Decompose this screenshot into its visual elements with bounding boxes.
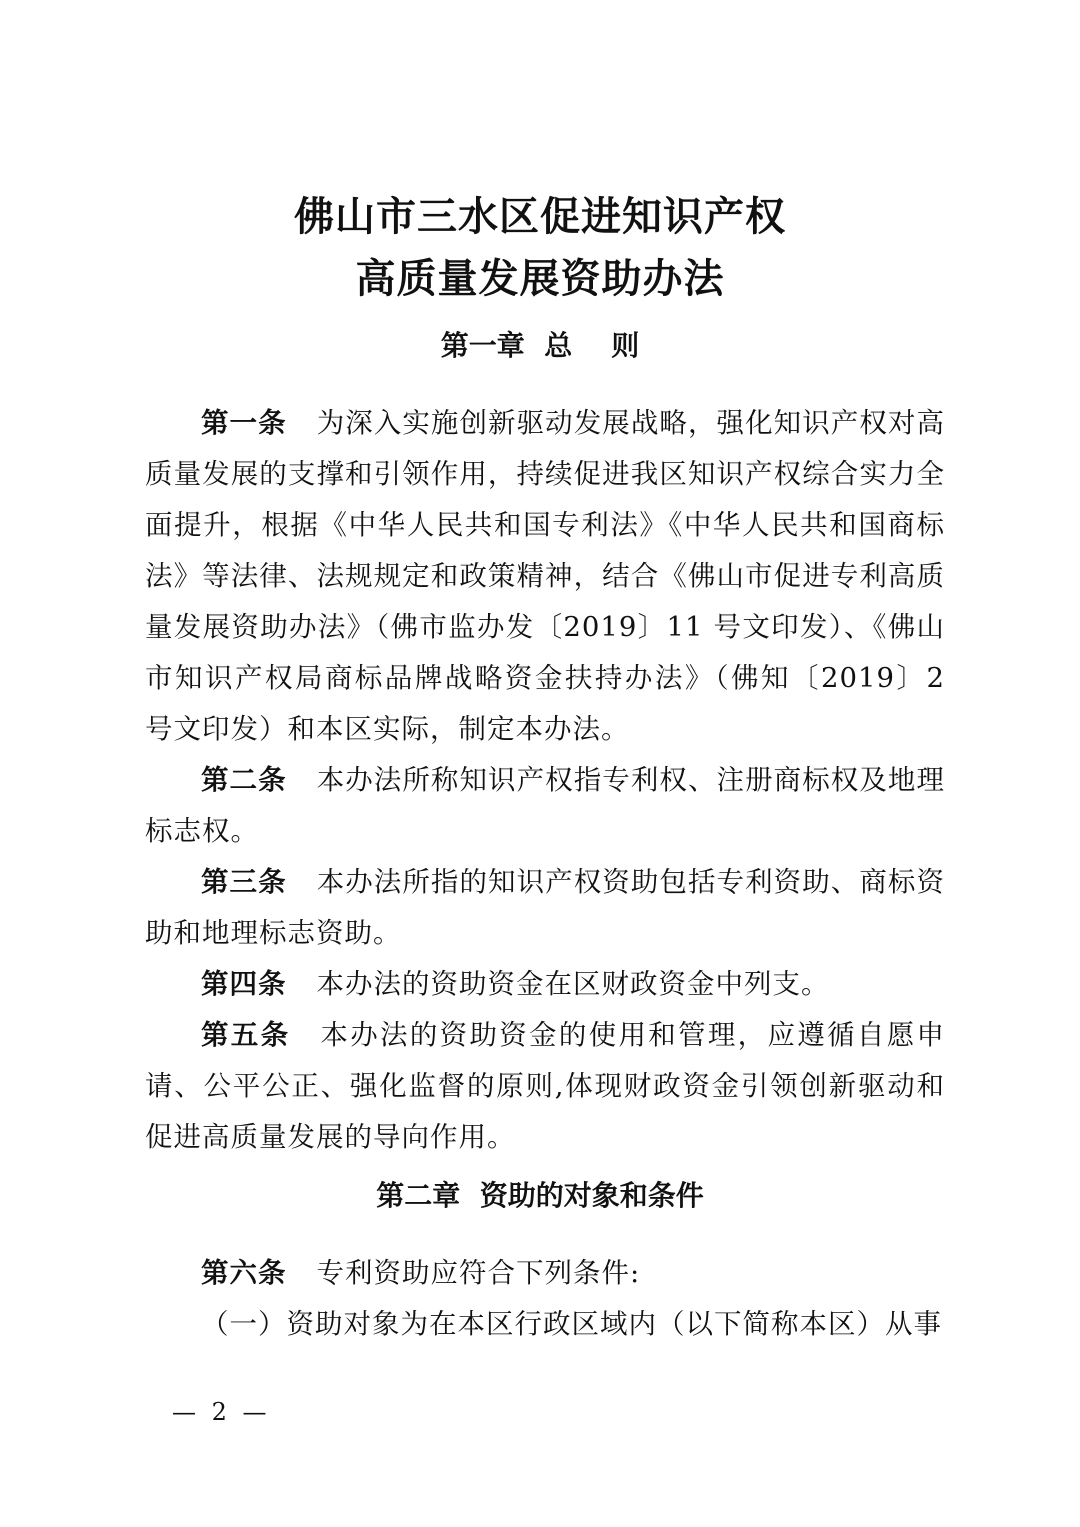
article-3-label: 第三条 [201, 866, 287, 898]
article-6-item-1: （一）资助对象为在本区行政区域内（以下简称本区）从事 [201, 1308, 942, 1340]
chapter-1-body [145, 398, 945, 1163]
title-line-2: 高质量发展资助办法 [355, 255, 725, 302]
article-6 [145, 1248, 945, 1299]
article-4 [145, 959, 945, 1010]
article-2-label: 第二条 [201, 764, 287, 796]
article-1-label: 第一条 [201, 407, 287, 439]
document-title [0, 186, 1080, 310]
article-6-label: 第六条 [201, 1257, 287, 1289]
article-1 [145, 398, 945, 755]
article-3 [145, 857, 945, 959]
article-2 [145, 755, 945, 857]
article-4-text: 本办法的资助资金在区财政资金中列支。 [316, 968, 830, 1000]
page-number: — 2 — [172, 1398, 271, 1426]
title-line-1: 佛山市三水区促进知识产权 [294, 193, 786, 240]
article-5 [145, 1010, 945, 1163]
article-4-label: 第四条 [201, 968, 287, 1000]
article-1-text: 为深入实施创新驱动发展战略，强化知识产权对高质量发展的支撑和引领作用，持续促进我区知识产权综合实力全面提升，根据《中华人民共和国专利法》《中华人民共和国商标法》等法律、法规规定和政策精神，结合《佛山市促进专利高质量发展资助办法》（佛市监办发〔2019〕11 号文印发）、《佛山市知识产权局商标品牌战略资金扶持办法》（佛知〔2019〕2 号文印发）和本区实际，制定本办法。 [145, 407, 945, 745]
chapter-2-body [145, 1248, 945, 1350]
article-3-text: 本办法所指的知识产权资助包括专利资助、商标资助和地理标志资助。 [145, 866, 945, 949]
chapter-2-heading: 第二章 资助的对象和条件 [376, 1179, 704, 1212]
article-5-text: 本办法的资助资金的使用和管理，应遵循自愿申请、公平公正、强化监督的原则,体现财政资金引领创新驱动和促进高质量发展的导向作用。 [145, 1019, 946, 1153]
article-2-text: 本办法所称知识产权指专利权、注册商标权及地理标志权。 [145, 764, 945, 847]
article-6-text: 专利资助应符合下列条件: [316, 1257, 641, 1289]
article-5-label: 第五条 [201, 1019, 291, 1051]
chapter-1-heading: 第一章 总 则 [440, 329, 640, 362]
